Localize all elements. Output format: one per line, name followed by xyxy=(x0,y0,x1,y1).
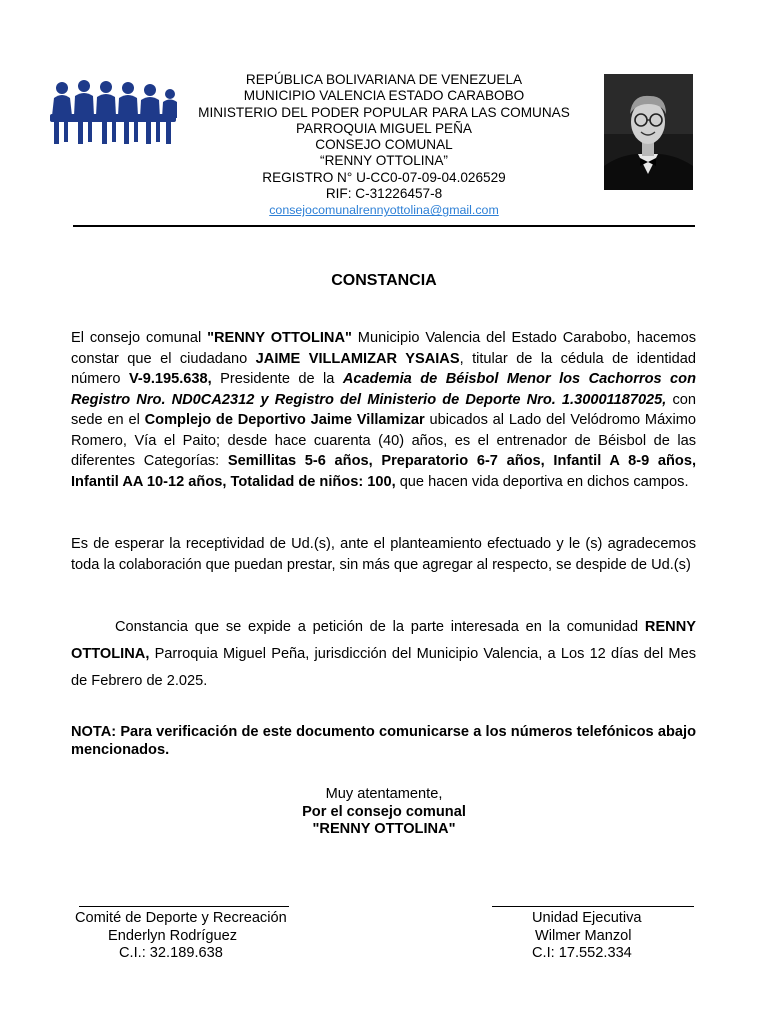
portrait-photo xyxy=(604,74,693,190)
header-line: REPÚBLICA BOLIVARIANA DE VENEZUELA xyxy=(245,72,523,87)
text: Parroquia Miguel Peña, jurisdicción del Municipio Valencia, a Los 12 días del Mes de Febrero de 2.025. xyxy=(71,646,696,689)
document-title: CONSTANCIA xyxy=(331,272,437,289)
categories: Semillitas 5-6 años, Preparatorio 6-7 años, Infantil A 8-9 años, Infantil AA 10-12 años, Totalidad de niños: 100, xyxy=(71,453,696,490)
council-name: "RENNY OTTOLINA" xyxy=(207,330,352,346)
header-divider xyxy=(73,225,695,227)
id-number: V-9.195.638, xyxy=(128,371,212,387)
closing-salutation: Muy atentamente, xyxy=(325,786,443,802)
academy-name: Academia de Béisbol Menor los Cachorros con Registro Nro. ND0CA2312 y Registro del Ministerio de Deporte Nro. 1.30001187025, xyxy=(71,371,696,408)
document-header xyxy=(186,72,582,219)
closing-council-name: "RENNY OTTOLINA" xyxy=(312,821,456,837)
text: Municipio Valencia del Estado Carabobo, hacemos constar que el ciudadano xyxy=(71,330,697,367)
email-link[interactable]: consejocomunalrennyottolina@gmail.com xyxy=(269,203,499,218)
text: Presidente de la xyxy=(211,371,343,387)
body-paragraph-2: Es de esperar la receptividad de Ud.(s), ante el planteamiento efectuado y le (s) agradecemos toda la colaboración que puedan prestar, sin más que agregar al respecto, se despide de Ud.(s) xyxy=(71,536,696,573)
text: El consejo comunal xyxy=(71,330,208,346)
header-line: MUNICIPIO VALENCIA ESTADO CARABOBO xyxy=(243,88,525,104)
nota-paragraph: NOTA: Para verificación de este documento comunicarse a los números telefónicos abajo mencionados. xyxy=(71,724,696,758)
header-line: “RENNY OTTOLINA” xyxy=(320,153,448,169)
closing-block xyxy=(0,786,768,839)
signature-name: Enderlyn Rodríguez xyxy=(108,927,237,944)
community-name: RENNY OTTOLINA, xyxy=(71,619,696,662)
text: con sede en el xyxy=(71,391,697,428)
text: Constancia que se expide a petición de la parte interesada en la comunidad xyxy=(115,619,645,635)
text: ubicados al Lado del Velódromo Máximo Romero, Vía el Paito; desde hace cuarenta (40) años, es el entrenador de Béisbol de las diferentes Categorías: xyxy=(71,412,696,469)
signature-left xyxy=(75,910,287,963)
closing-organization: Por el consejo comunal xyxy=(302,803,466,820)
header-line: RIF: C-31226457-8 xyxy=(325,186,443,202)
signature-ci: C.I: 17.552.334 xyxy=(532,945,632,962)
signature-name: Wilmer Manzol xyxy=(535,927,632,944)
signature-role: Comité de Deporte y Recreación xyxy=(75,910,287,926)
citizen-name: JAIME VILLAMIZAR YSAIAS xyxy=(255,350,460,367)
signature-right xyxy=(532,910,642,963)
header-line: MINISTERIO DEL PODER POPULAR PARA LAS COMUNAS xyxy=(198,104,570,120)
body-paragraph-1 xyxy=(71,328,696,492)
header-line: REGISTRO N° U-CC0-07-09-04.026529 xyxy=(262,169,506,185)
signature-ci: C.I.: 32.189.638 xyxy=(119,945,223,962)
text: que hacen vida deportiva en dichos campos. xyxy=(395,473,689,490)
text: , titular de la cédula de identidad número xyxy=(71,350,696,387)
complex-name: Complejo de Deportivo Jaime Villamizar xyxy=(144,412,425,428)
header-line: CONSEJO COMUNAL xyxy=(315,137,453,153)
signature-line-right xyxy=(492,906,694,907)
people-meeting-icon xyxy=(48,76,178,146)
signature-role: Unidad Ejecutiva xyxy=(532,910,642,926)
signature-line-left xyxy=(79,906,289,907)
body-paragraph-3 xyxy=(71,614,696,695)
header-line: PARROQUIA MIGUEL PEÑA xyxy=(295,120,472,136)
